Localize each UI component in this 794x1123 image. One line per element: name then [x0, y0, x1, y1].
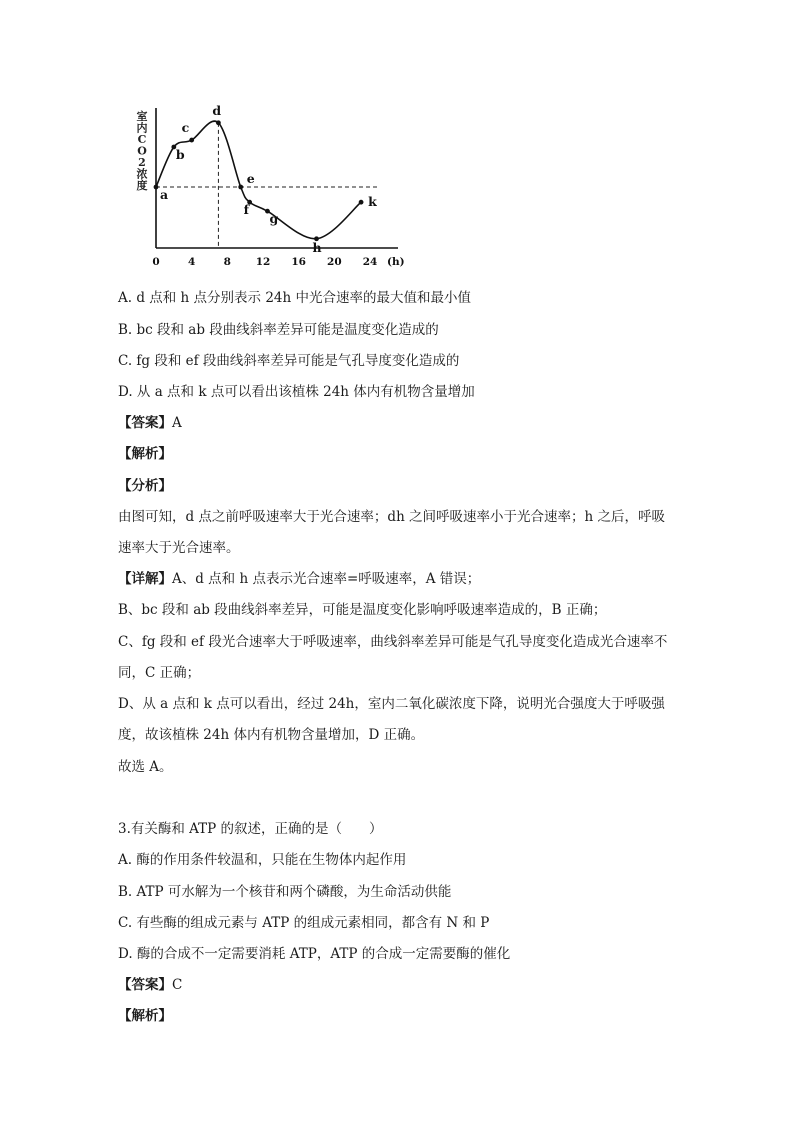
x-tick-label: 4 — [188, 256, 196, 268]
q3-option-b: B. ATP 可水解为一个核苷和两个磷酸，为生命活动供能 — [118, 884, 452, 900]
point-label: k — [368, 194, 377, 210]
point-label: c — [181, 120, 190, 136]
data-point — [216, 120, 221, 125]
q2-conclusion: 故选 A。 — [118, 759, 173, 775]
x-axis-unit: (h) — [387, 256, 405, 268]
x-tick-label: 12 — [255, 256, 271, 268]
y-axis-label-char: 度 — [136, 179, 148, 192]
q2-fenxi-line-2: 速率大于光合速率。 — [118, 540, 240, 556]
data-point — [359, 200, 364, 205]
y-axis-label-char: 内 — [136, 121, 148, 135]
q2-detail-c-2: 同，C 正确； — [118, 665, 201, 681]
y-axis-label-char: 浓 — [136, 167, 148, 181]
q2-answer — [118, 413, 182, 433]
q2-detail-d-2: 度，故该植株 24h 体内有机物含量增加，D 正确。 — [118, 727, 425, 743]
answer-value: A — [172, 415, 182, 431]
q2-analysis-tag: 【解析】 — [118, 446, 172, 462]
point-label: e — [246, 171, 255, 186]
q2-detail-d-1: D、从 a 点和 k 点可以看出，经过 24h，室内二氧化碳浓度下降，说明光合强度大于呼吸强 — [118, 696, 665, 712]
point-label: h — [312, 239, 322, 255]
y-axis-label-char: 2 — [138, 156, 146, 169]
x-tick-label: 24 — [362, 256, 378, 268]
q2-option-a: A. d 点和 h 点分别表示 24h 中光合速率的最大值和最小值 — [118, 290, 471, 306]
point-label: g — [269, 211, 279, 227]
q2-detail-b: B、bc 段和 ab 段曲线斜率差异，可能是温度变化影响呼吸速率造成的，B 正确； — [118, 602, 607, 618]
q2-detail-c-1: C、fg 段和 ef 段光合速率大于呼吸速率，曲线斜率差异可能是气孔导度变化造成光合速率不 — [118, 634, 668, 650]
x-tick-label: 8 — [223, 256, 231, 268]
co2-curve — [156, 121, 361, 239]
q2-fenxi-tag: 【分析】 — [118, 478, 172, 494]
q2-fenxi-line-1: 由图可知，d 点之前呼吸速率大于光合速率；dh 之间呼吸速率小于光合速率；h 之后，呼吸 — [118, 509, 666, 525]
point-label: a — [160, 187, 169, 202]
detail-tag: 【详解】 — [118, 571, 172, 587]
data-point — [154, 185, 159, 190]
data-point — [189, 138, 194, 143]
q3-answer — [118, 975, 182, 995]
x-tick-label: 16 — [291, 256, 306, 268]
point-label: f — [243, 202, 250, 218]
x-tick-label: 0 — [152, 256, 160, 268]
y-axis-label-char: O — [137, 144, 147, 158]
q3-option-d: D. 酶的合成不一定需要消耗 ATP，ATP 的合成一定需要酶的催化 — [118, 946, 511, 962]
answer-tag: 【答案】 — [118, 415, 172, 431]
data-point — [238, 185, 243, 190]
q3-stem: 3.有关酶和 ATP 的叙述，正确的是（ ） — [118, 821, 383, 837]
answer-value: C — [172, 977, 183, 993]
y-axis-label-char: 室 — [136, 110, 148, 123]
q3-analysis-tag: 【解析】 — [118, 1008, 172, 1024]
answer-tag: 【答案】 — [118, 977, 172, 993]
q3-option-a: A. 酶的作用条件较温和，只能在生物体内起作用 — [118, 852, 407, 868]
q2-option-d: D. 从 a 点和 k 点可以看出该植株 24h 体内有机物含量增加 — [118, 384, 475, 400]
point-label: b — [175, 146, 185, 162]
q3-option-c: C. 有些酶的组成元素与 ATP 的组成元素相同，都含有 N 和 P — [118, 915, 490, 931]
q2-detail-a — [118, 569, 480, 589]
co2-concentration-chart — [130, 100, 410, 275]
detail-a-text: A、d 点和 h 点表示光合速率=呼吸速率，A 错误； — [172, 571, 481, 587]
chart-svg — [130, 100, 410, 275]
x-tick-label: 20 — [327, 256, 342, 268]
q2-option-c: C. fg 段和 ef 段曲线斜率差异可能是气孔导度变化造成的 — [118, 353, 460, 369]
point-label: d — [212, 102, 222, 118]
y-axis-label-char: C — [137, 133, 147, 146]
q2-option-b: B. bc 段和 ab 段曲线斜率差异可能是温度变化造成的 — [118, 322, 439, 338]
